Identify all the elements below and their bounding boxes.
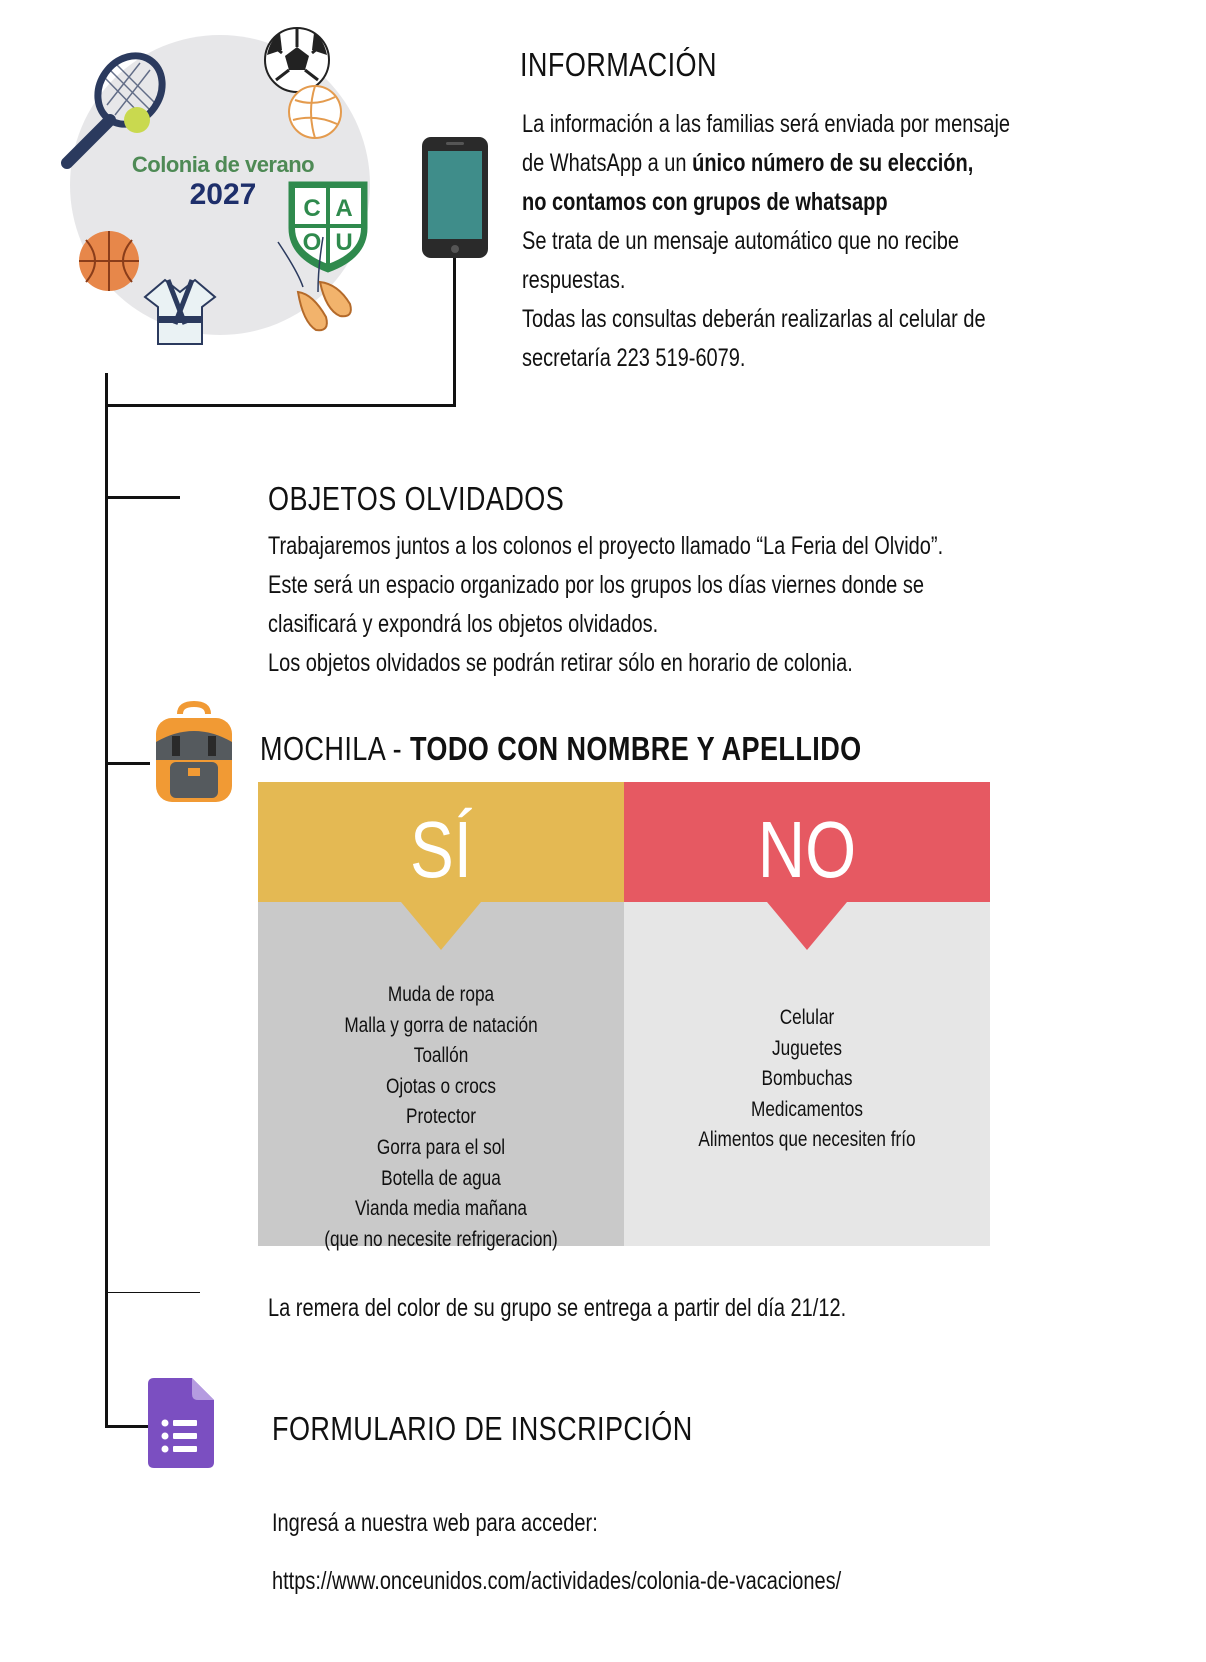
objetos-line-3: clasificará y expondrá los objetos olvidados. [268, 610, 659, 638]
si-header [258, 782, 624, 902]
no-item: Celular [779, 1006, 835, 1029]
badge-letter-o: O [302, 229, 322, 256]
timeline-branch-info [105, 404, 456, 407]
remera-text: La remera del color de su grupo se entrega a partir del día 21/12. [268, 1294, 847, 1322]
informacion-line-6: Todas las consultas deberán realizarlas al celular de [522, 305, 986, 333]
volleyball-icon [285, 82, 345, 142]
timeline-vertical [105, 373, 108, 1428]
informacion-line-4: Se trata de un mensaje automático que no recibe [522, 227, 959, 255]
no-list [624, 1003, 990, 1156]
informacion-line-3 [522, 183, 1010, 222]
informacion-text [522, 105, 1010, 378]
backpack-icon [150, 700, 238, 805]
si-item: Gorra para el sol [376, 1135, 506, 1159]
objetos-line-1: Trabajaremos juntos a los colonos el proyecto llamado “La Feria del Olvido”. [268, 532, 944, 560]
formulario-heading: FORMULARIO DE INSCRIPCIÓN [272, 1410, 693, 1447]
objetos-heading: OBJETOS OLVIDADOS [268, 480, 565, 517]
no-arrow [767, 902, 847, 950]
informacion-line-2b: único número de su elección, [692, 149, 974, 177]
si-item: Malla y gorra de natación [344, 1013, 538, 1037]
informacion-line-3-bold: no contamos con grupos de whatsapp [522, 188, 888, 216]
timeline-branch-formulario [105, 1425, 150, 1428]
no-header [624, 782, 990, 902]
formulario-intro: Ingresá a nuestra web para acceder: [272, 1509, 598, 1537]
si-item: Muda de ropa [387, 983, 495, 1006]
kimono-icon [140, 272, 220, 352]
timeline-branch-objetos [105, 496, 180, 499]
mochila-heading [260, 730, 862, 768]
phone-cord [453, 255, 456, 407]
badge-letter-u: U [335, 229, 353, 256]
phone-icon [420, 135, 490, 260]
no-item: Bombuchas [761, 1067, 853, 1091]
informacion-line-2 [522, 144, 1010, 183]
badge-letter-a: A [335, 195, 353, 222]
si-list-panel [258, 902, 624, 1251]
si-item: Ojotas o crocs [385, 1074, 497, 1098]
ballet-shoes-icon [268, 232, 368, 342]
objetos-text [268, 527, 943, 683]
timeline-branch-remera [105, 1292, 200, 1293]
basketball-icon [76, 228, 142, 294]
no-item: Alimentos que necesiten frío [698, 1128, 916, 1152]
no-item: Juguetes [772, 1036, 842, 1060]
logo [0, 0, 400, 360]
mochila-heading-bold: TODO CON NOMBRE Y APELLIDO [409, 730, 862, 767]
logo-year: 2027 [189, 178, 257, 211]
timeline-branch-mochila [105, 762, 150, 765]
si-label: SÍ [410, 805, 472, 894]
si-item: Toallón [413, 1044, 469, 1068]
objetos-line-2: Este será un espacio organizado por los grupos los días viernes donde se [268, 571, 924, 599]
tennis-ball-icon [122, 105, 152, 135]
formulario-url[interactable]: https://www.onceunidos.com/actividades/colonia-de-vacaciones/ [272, 1567, 842, 1595]
informacion-line-7: secretaría 223 519-6079. [522, 344, 746, 372]
informacion-heading: INFORMACIÓN [520, 46, 717, 83]
si-item: Protector [406, 1105, 476, 1129]
mochila-heading-prefix: MOCHILA - [260, 730, 410, 767]
logo-title: Colonia de verano [131, 152, 315, 177]
informacion-line-1: La información a las familias será enviada por mensaje [522, 110, 1011, 138]
si-item: (que no necesite refrigeracion) [324, 1227, 558, 1251]
mochila-table [258, 782, 990, 1251]
si-arrow [401, 902, 481, 950]
no-label: NO [757, 805, 857, 894]
objetos-line-4: Los objetos olvidados se podrán retirar sólo en horario de colonia. [268, 649, 853, 677]
si-item: Vianda media mañana [354, 1197, 527, 1221]
badge-letter-c: C [303, 195, 321, 222]
informacion-line-5: respuestas. [522, 266, 626, 294]
google-forms-icon [148, 1378, 214, 1468]
si-item: Botella de agua [381, 1166, 501, 1190]
no-list-panel [624, 902, 990, 1246]
informacion-line-2a: de WhatsApp a un [522, 149, 693, 177]
no-item: Medicamentos [751, 1097, 863, 1121]
si-list [258, 980, 624, 1255]
